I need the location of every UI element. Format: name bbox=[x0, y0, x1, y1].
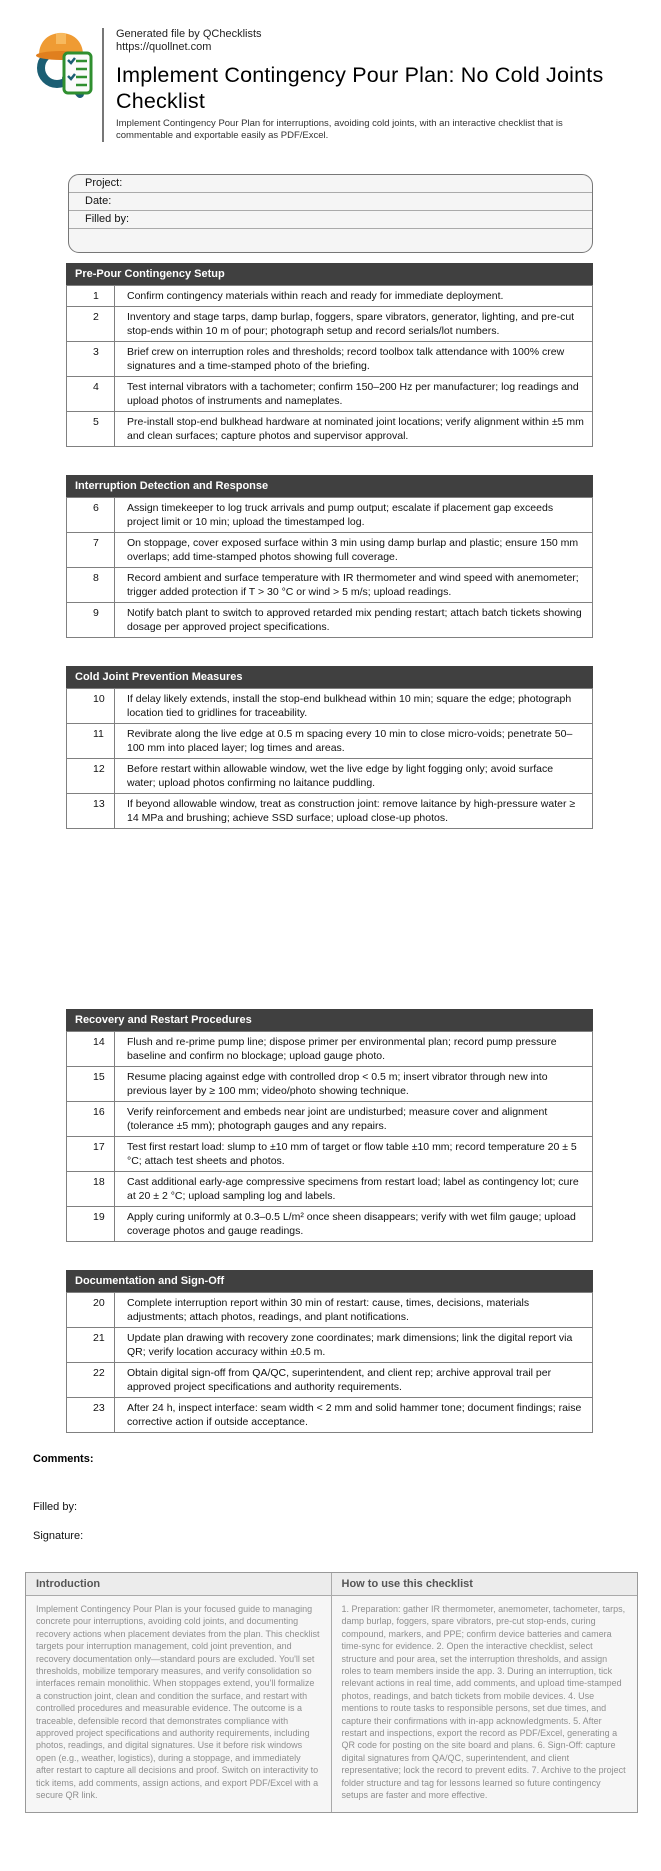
table-row[interactable] bbox=[67, 689, 593, 724]
page-subtitle: Implement Contingency Pour Plan for interruptions, avoiding cold joints, with an interactive checklist that is commentable and exportable easily as PDF/Excel. bbox=[116, 118, 563, 141]
item-number: 16 bbox=[67, 1102, 115, 1137]
table-row[interactable] bbox=[67, 1137, 593, 1172]
document-header bbox=[0, 0, 661, 142]
checklist-table bbox=[66, 1031, 593, 1242]
filled-by-label: Filled by: bbox=[33, 1501, 78, 1513]
introduction-title: Introduction bbox=[26, 1573, 331, 1596]
checklist-table bbox=[66, 1292, 593, 1433]
item-number: 23 bbox=[67, 1398, 115, 1433]
table-row[interactable] bbox=[67, 307, 593, 342]
how-to-panel bbox=[332, 1573, 638, 1812]
section-header: Interruption Detection and Response bbox=[66, 475, 593, 497]
table-row[interactable] bbox=[67, 377, 593, 412]
logo-graphic bbox=[30, 28, 94, 100]
item-text: Revibrate along the live edge at 0.5 m spacing every 10 min to close micro-voids; penetrate 50–100 mm into placed layer; log times and areas. bbox=[115, 724, 593, 759]
checklist-section bbox=[66, 263, 593, 447]
page-title: Implement Contingency Pour Plan: No Cold Joints Checklist bbox=[116, 63, 604, 113]
checklist-section bbox=[66, 666, 593, 829]
item-number: 9 bbox=[67, 603, 115, 638]
item-text: Cast additional early-age compressive specimens from restart load; label as contingency lot; cure at 20 ± 2 °C; upload sampling log and labels. bbox=[115, 1172, 593, 1207]
item-text: Before restart within allowable window, wet the live edge by light fogging only; avoid surface water; upload photos confirming no laitance puddling. bbox=[115, 759, 593, 794]
project-field[interactable]: Project: bbox=[69, 175, 592, 193]
item-number: 12 bbox=[67, 759, 115, 794]
signature-label: Signature: bbox=[33, 1530, 84, 1542]
item-number: 7 bbox=[67, 533, 115, 568]
table-row[interactable] bbox=[67, 724, 593, 759]
table-row[interactable] bbox=[67, 533, 593, 568]
table-row[interactable] bbox=[67, 1032, 593, 1067]
item-number: 14 bbox=[67, 1032, 115, 1067]
item-text: Update plan drawing with recovery zone coordinates; mark dimensions; link the digital report via QR; verify location accuracy within ±0.5 m. bbox=[115, 1328, 593, 1363]
table-row[interactable] bbox=[67, 412, 593, 447]
item-text: Assign timekeeper to log truck arrivals and pump output; escalate if placement gap exceeds project limit or 10 min; upload the timestamped log. bbox=[115, 498, 593, 533]
section-header: Pre-Pour Contingency Setup bbox=[66, 263, 593, 285]
item-number: 21 bbox=[67, 1328, 115, 1363]
table-row[interactable] bbox=[67, 1102, 593, 1137]
checklist-table bbox=[66, 497, 593, 638]
item-number: 8 bbox=[67, 568, 115, 603]
table-row[interactable] bbox=[67, 1328, 593, 1363]
how-to-body: 1. Preparation: gather IR thermometer, anemometer, tachometer, tarps, damp burlap, foggers, spare vibrators, pre-cut stop-ends, curing compound, markers, and PPE; confirm device batteries and camera time-sync for evidence. 2. Open the interactive checklist, select structure and pour area, set the interruption thresholds, and assign roles to team members inside the app. 3. During an interruption, tick relevant actions in real time, add comments, and upload time-stamped photos, readings, and batch tickets from mobile devices. 4. Use mentions to route tasks to responsible persons, set due times, and capture their confirmations with in-app acknowledgments. 5. After restart and inspections, export the record as PDF/Excel, generating a QR code for posting on the site board and plans. 6. Sign-Off: capture digital signatures from QA/QC, superintendent, and client representative; lock the record to prevent edits. 7. Archive to the project folder structure and tag for lessons learned so future contingency setups are faster and more effective. bbox=[341, 1604, 626, 1801]
item-number: 15 bbox=[67, 1067, 115, 1102]
checklist-clipboard-icon bbox=[64, 53, 91, 93]
form-empty-row bbox=[69, 229, 592, 252]
introduction-panel bbox=[26, 1573, 332, 1812]
item-number: 18 bbox=[67, 1172, 115, 1207]
info-panels bbox=[25, 1572, 638, 1813]
site-url-link[interactable]: https://quollnet.com bbox=[116, 41, 212, 53]
table-row[interactable] bbox=[67, 1293, 593, 1328]
section-header: Documentation and Sign-Off bbox=[66, 1270, 593, 1292]
item-text: Record ambient and surface temperature with IR thermometer and wind speed with anemometer; trigger added protection if T > 30 °C or wind > 5 m/s; upload readings. bbox=[115, 568, 593, 603]
item-text: Obtain digital sign-off from QA/QC, superintendent, and client rep; archive approval trail per approved project specifications and authority requirements. bbox=[115, 1363, 593, 1398]
item-text: Complete interruption report within 30 min of restart: cause, times, decisions, materials adjustments; attach photos, readings, and plant notifications. bbox=[115, 1293, 593, 1328]
item-text: After 24 h, inspect interface: seam width < 2 mm and solid hammer tone; document findings; raise corrective action if outside acceptance. bbox=[115, 1398, 593, 1433]
item-number: 6 bbox=[67, 498, 115, 533]
item-text: On stoppage, cover exposed surface within 3 min using damp burlap and plastic; ensure 150 mm overlaps; add time-stamped photos showing full coverage. bbox=[115, 533, 593, 568]
table-row[interactable] bbox=[67, 794, 593, 829]
signature-block bbox=[33, 1453, 661, 1542]
item-number: 4 bbox=[67, 377, 115, 412]
introduction-body: Implement Contingency Pour Plan is your focused guide to managing concrete pour interruptions, avoiding cold joints, and documenting recovery actions when placement deviates from the plan. This checklist targets pour interruption management, cold joint prevention, and recovery documentation only—standard pours are excluded. You'll set thresholds, mobilize temporary measures, and verify consolidation so interfaces remain monolithic. When stoppages extend, you'll formalize a construction joint, clean and condition the surface, and restart with controlled procedures and measurable evidence. The outcome is a traceable, defensible record that demonstrates compliance with approved project specifications and authority requirements, including photos, readings, and digital signatures. Use it before risk windows open (e.g., weather, logistics), during a stoppage, and immediately after restart to capture all decisions and proof. Switch on interactivity to tick items, add comments, assign actions, and export PDF/Excel with a secure QR link. bbox=[36, 1604, 320, 1801]
item-text: Apply curing uniformly at 0.3–0.5 L/m² once sheen disappears; verify with wet film gauge; upload coverage photos and gauge readings. bbox=[115, 1207, 593, 1242]
item-text: Confirm contingency materials within reach and ready for immediate deployment. bbox=[115, 286, 593, 307]
checklist-section bbox=[66, 1009, 593, 1242]
filled-by-field[interactable]: Filled by: bbox=[69, 211, 592, 229]
table-row[interactable] bbox=[67, 498, 593, 533]
item-text: Test first restart load: slump to ±10 mm of target or flow table ±10 mm; record temperature 20 ± 5 °C; attach test sheets and photos. bbox=[115, 1137, 593, 1172]
item-number: 19 bbox=[67, 1207, 115, 1242]
checklist-section bbox=[66, 475, 593, 638]
comments-label: Comments: bbox=[33, 1453, 94, 1465]
sections-container bbox=[66, 263, 593, 1433]
table-row[interactable] bbox=[67, 1067, 593, 1102]
table-row[interactable] bbox=[67, 603, 593, 638]
how-to-title: How to use this checklist bbox=[332, 1573, 638, 1596]
item-text: Resume placing against edge with controlled drop < 0.5 m; insert vibrator through new into previous layer by ≥ 100 mm; video/photo showing technique. bbox=[115, 1067, 593, 1102]
item-text: Test internal vibrators with a tachometer; confirm 150–200 Hz per manufacturer; log readings and upload photos of instruments and nameplates. bbox=[115, 377, 593, 412]
qchecklists-logo bbox=[30, 28, 94, 100]
table-row[interactable] bbox=[67, 286, 593, 307]
table-row[interactable] bbox=[67, 1207, 593, 1242]
table-row[interactable] bbox=[67, 342, 593, 377]
item-text: Notify batch plant to switch to approved retarded mix pending restart; attach batch tickets showing dosage per approved project specifications. bbox=[115, 603, 593, 638]
table-row[interactable] bbox=[67, 568, 593, 603]
form-fields-box bbox=[68, 174, 593, 253]
item-text: If beyond allowable window, treat as construction joint: remove laitance by high-pressure water ≥ 14 MPa and brushing; achieve SSD surface; upload close-up photos. bbox=[115, 794, 593, 829]
table-row[interactable] bbox=[67, 1398, 593, 1433]
section-header: Recovery and Restart Procedures bbox=[66, 1009, 593, 1031]
date-field[interactable]: Date: bbox=[69, 193, 592, 211]
generated-by-line: Generated file by QChecklists bbox=[116, 28, 262, 40]
item-number: 13 bbox=[67, 794, 115, 829]
item-number: 22 bbox=[67, 1363, 115, 1398]
item-text: If delay likely extends, install the stop-end bulkhead within 10 min; square the edge; photograph location tied to gridlines for traceability. bbox=[115, 689, 593, 724]
item-number: 11 bbox=[67, 724, 115, 759]
item-number: 3 bbox=[67, 342, 115, 377]
table-row[interactable] bbox=[67, 1363, 593, 1398]
table-row[interactable] bbox=[67, 1172, 593, 1207]
checklist-section bbox=[66, 1270, 593, 1433]
item-number: 5 bbox=[67, 412, 115, 447]
item-text: Inventory and stage tarps, damp burlap, foggers, spare vibrators, generator, lighting, and pre-cut stop-ends within 10 m of pour; photograph setup and record serials/lot numbers. bbox=[115, 307, 593, 342]
checklist-table bbox=[66, 285, 593, 447]
item-number: 10 bbox=[67, 689, 115, 724]
item-text: Brief crew on interruption roles and thresholds; record toolbox talk attendance with 100% crew signatures and a time-stamped photo of the briefing. bbox=[115, 342, 593, 377]
item-text: Verify reinforcement and embeds near joint are undisturbed; measure cover and alignment (tolerance ±5 mm); photograph gauges and any repairs. bbox=[115, 1102, 593, 1137]
header-text-block bbox=[102, 28, 607, 142]
item-number: 1 bbox=[67, 286, 115, 307]
item-number: 20 bbox=[67, 1293, 115, 1328]
section-header: Cold Joint Prevention Measures bbox=[66, 666, 593, 688]
item-text: Flush and re-prime pump line; dispose primer per environmental plan; record pump pressure baseline and confirm no blockage; upload gauge photo. bbox=[115, 1032, 593, 1067]
item-text: Pre-install stop-end bulkhead hardware at nominated joint locations; verify alignment within ±5 mm and clean surfaces; capture photos and supervisor approval. bbox=[115, 412, 593, 447]
table-row[interactable] bbox=[67, 759, 593, 794]
checklist-table bbox=[66, 688, 593, 829]
item-number: 17 bbox=[67, 1137, 115, 1172]
item-number: 2 bbox=[67, 307, 115, 342]
